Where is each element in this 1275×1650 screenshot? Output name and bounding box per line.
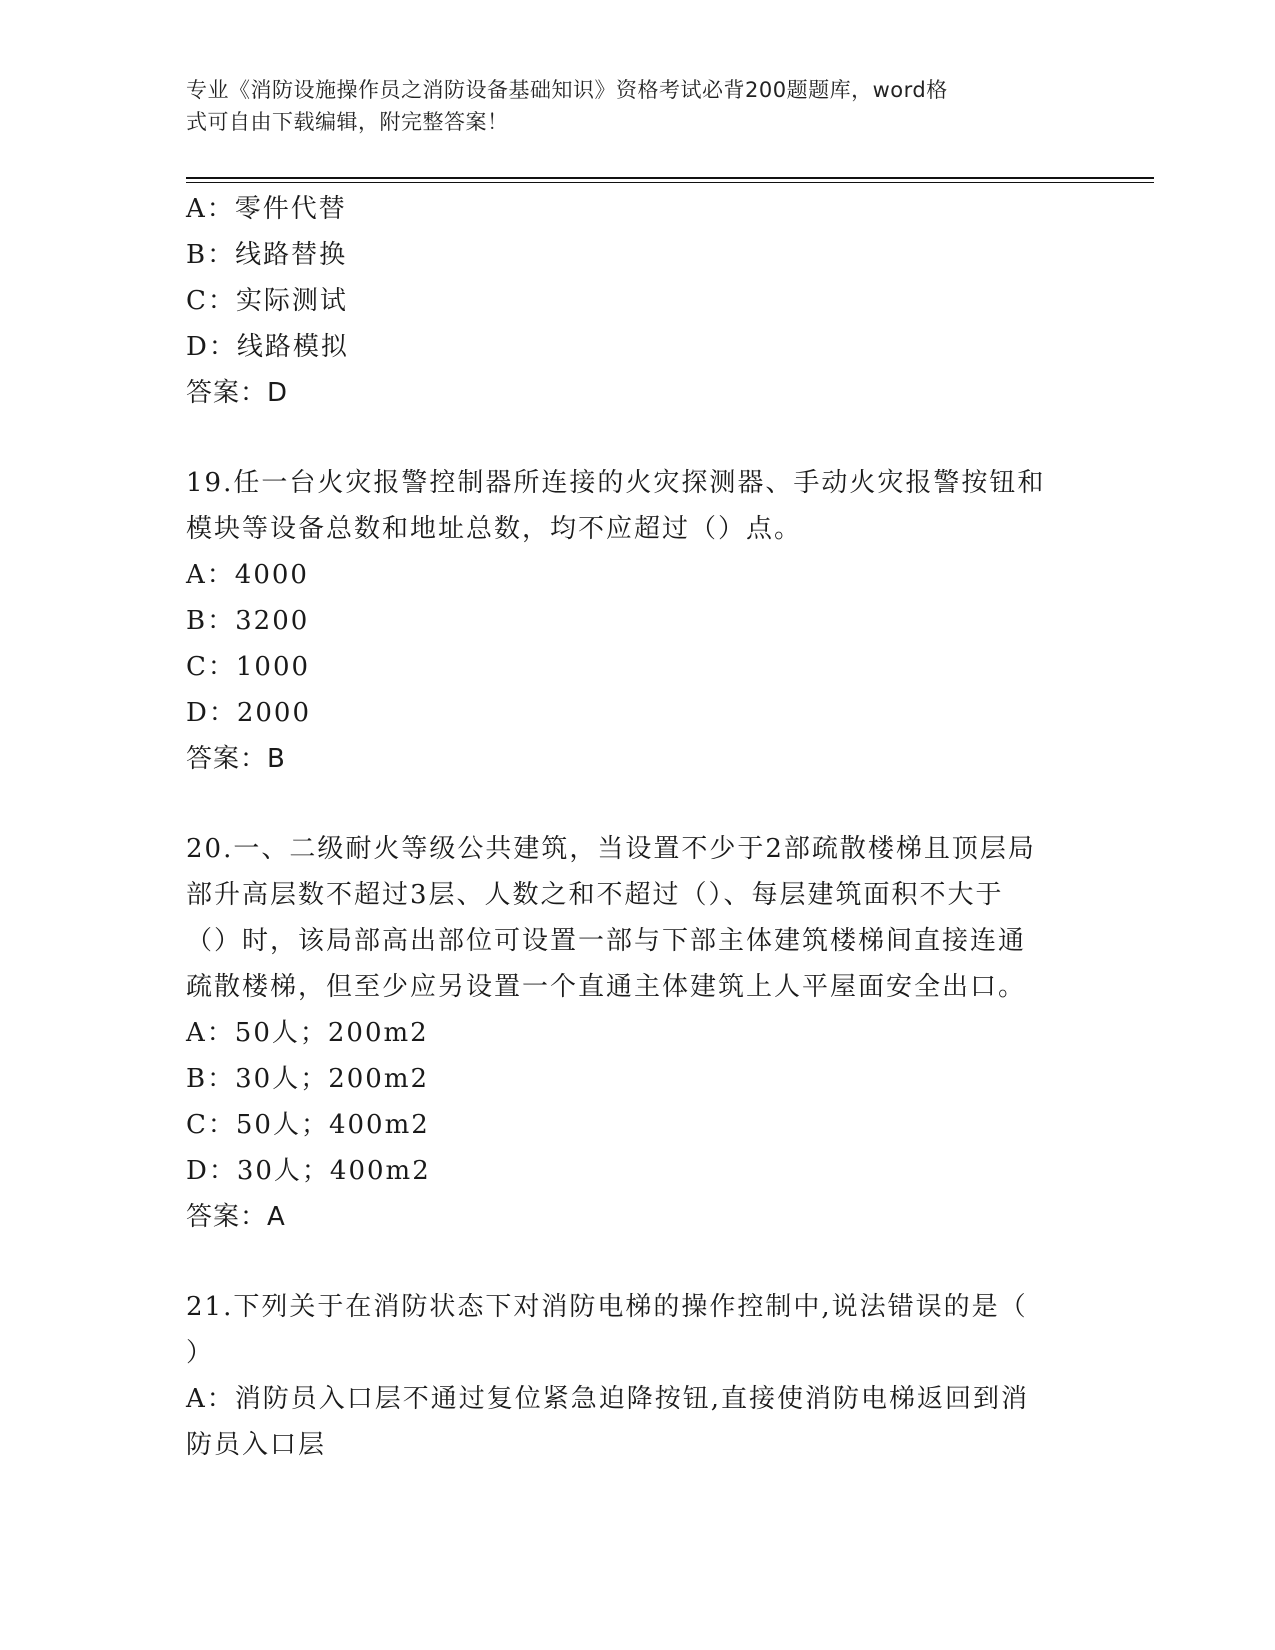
header-divider-thin — [186, 182, 1154, 183]
header-line-1: 专业《消防设施操作员之消防设备基础知识》资格考试必背200题题库，word格 — [186, 78, 948, 102]
option-c: C：50人；400m2 — [186, 1110, 430, 1140]
option-d: D：2000 — [186, 698, 312, 728]
option-a: A：消防员入口层不通过复位紧急迫降按钮,直接使消防电梯返回到消 — [186, 1384, 1030, 1414]
option-a-continued: 防员入口层 — [186, 1430, 327, 1460]
question-text: （）时，该局部高出部位可设置一部与下部主体建筑楼梯间直接连通 — [186, 926, 1027, 956]
answer: 答案：A — [186, 1202, 286, 1232]
question-21 — [186, 1284, 1086, 1468]
document-header — [186, 74, 1066, 138]
question-text: 19.任一台火灾报警控制器所连接的火灾探测器、手动火灾报警按钮和 — [186, 468, 1046, 498]
option-b: B：30人；200m2 — [186, 1064, 430, 1094]
answer: 答案：D — [186, 378, 289, 408]
option-c: C：实际测试 — [186, 286, 348, 316]
option-a: A：4000 — [186, 560, 309, 590]
question-text: 部升高层数不超过3层、人数之和不超过（）、每层建筑面积不大于 — [186, 880, 1004, 910]
option-d: D：30人；400m2 — [186, 1156, 431, 1186]
option-a: A：50人；200m2 — [186, 1018, 429, 1048]
question-19 — [186, 460, 1086, 782]
option-c: C：1000 — [186, 652, 311, 682]
question-text: 20.一、二级耐火等级公共建筑，当设置不少于2部疏散楼梯且顶层局 — [186, 834, 1036, 864]
question-list — [186, 186, 1086, 1468]
header-divider — [186, 177, 1154, 179]
question-18-tail — [186, 186, 1086, 416]
option-b: B：线路替换 — [186, 240, 348, 270]
question-text: 疏散楼梯，但至少应另设置一个直通主体建筑上人平屋面安全出口。 — [186, 972, 1027, 1002]
question-text: 21.下列关于在消防状态下对消防电梯的操作控制中,说法错误的是（ — [186, 1292, 1028, 1322]
question-20 — [186, 826, 1086, 1240]
question-text: ） — [186, 1338, 215, 1368]
option-a: A：零件代替 — [186, 194, 347, 224]
answer: 答案：B — [186, 744, 286, 774]
option-b: B：3200 — [186, 606, 310, 636]
header-line-2: 式可自由下载编辑，附完整答案！ — [186, 110, 509, 134]
question-text: 模块等设备总数和地址总数，均不应超过（）点。 — [186, 514, 803, 544]
option-d: D：线路模拟 — [186, 332, 349, 362]
